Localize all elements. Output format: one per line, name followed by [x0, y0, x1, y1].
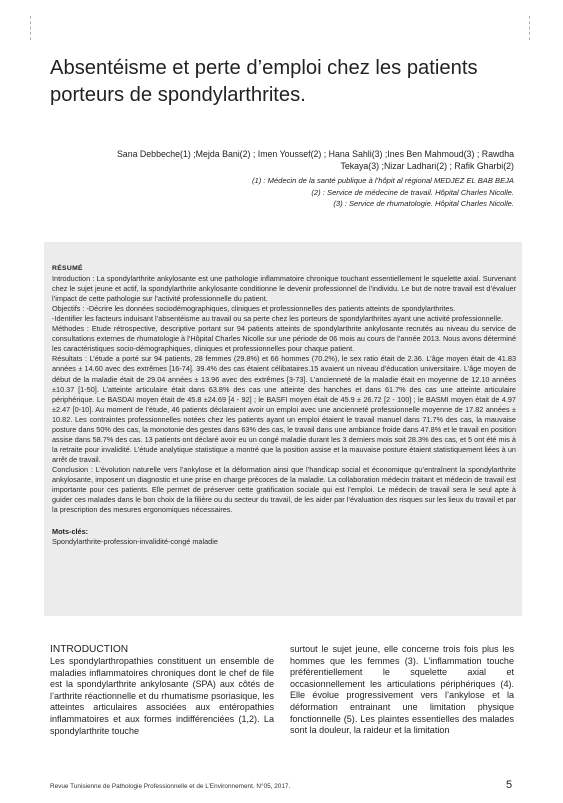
title-line-1: Absentéisme et perte d’emploi chez les patients: [50, 57, 478, 79]
abstract-heading: RÉSUMÉ: [52, 265, 83, 272]
article-title: [50, 55, 520, 109]
top-right-dashed-rule: [529, 16, 530, 40]
right-column-text: surtout le sujet jeune, elle concerne trois fois plus les hommes que les femmes (3). L’inflammation touche préférentiellement le squelette axial et occasionnellement les articulations périphériques (4). Elle évolue progressivement vers l’ankylose et la déformation entrainant une limitation physique fonctionnelle (5). Les plaintes essentielles des malades sont la douleur, la raideur et la limitation: [290, 644, 514, 736]
page-number: 5: [506, 779, 513, 791]
abstract-box: [44, 242, 522, 616]
top-left-dashed-rule: [30, 16, 31, 40]
author-list: [50, 148, 514, 172]
affiliation-3: (3) : Service de rhumatologie. Hôpital Charles Nicolle.: [333, 199, 514, 208]
keywords-heading: Mots-clés:: [52, 527, 89, 537]
right-column: [290, 644, 514, 737]
abstract-objectives: Objectifs : -Décrire les données sociodémographiques, cliniques et professionnelles des patients atteints de spondylarthrites.: [52, 304, 456, 314]
introduction-heading: INTRODUCTION: [50, 644, 129, 655]
abstract-text: [52, 274, 516, 515]
abstract-conclusion: Conclusion : L’évolution naturelle vers l’ankylose et la déformation ainsi que l’handicap social et économique qu’entraînent la spondylarthrite ankylosante, imposent un diagnostic et une prise en charge précoces de la maladie. La collaboration médecin traitant et médecin de travail est importante pour ces patients. Elle permet de préserver cette gratification sociale qui est l’emploi. Le médecin de travail sera le seul apte à guider ces malades dans le bon choix de la filière ou du secteur du travail, de les aider par l’évaluation des risques sur les lieux du travail et par la prescription des mesures ergonomiques nécessaires.: [52, 464, 516, 515]
abstract-objectives-2: -Identifier les facteurs induisant l’absentéisme au travail ou sa perte chez les porteurs de spondylarthrites ayant une activité professionnelle.: [52, 314, 504, 324]
body-columns: [50, 644, 514, 737]
abstract-results: Résultats : L’étude a porté sur 94 patients, 28 femmes (29.8%) et 66 hommes (70.2%), le sex ratio était de 2.36. L’âge moyen était de 41.83 années ± 14.60 avec des extrêmes [16-74]. 39.4% des cas étaient célibataires.15 avaient un niveau d’éducation universitaire. L’âge moyen de début de la maladie était de 29.04 années ± 13.96 avec des extrêmes [3-73]. L’ancienneté de la maladie était en moyenne de 12.10 années ±10.37 [1-50]. L’atteinte articulaire était dans 63.8% des cas une atteinte des hanches et dans 61.7% des cas une atteinte articulaire périphérique. Le BASDAI moyen était de 45.8 ±24.69 [4 - 92] ; le BASFI moyen était de 45.9 ± 26.72 [2 - 100] ; le BASMI moyen était de 4.97 ±2.47 [0-10]. Au moment de l’étude, 46 patients déclaraient avoir un emploi avec une ancienneté professionnelle moyenne de 17.82 années ± 10.82. Les contraintes professionnelles notées chez les patients ayant un emploi étaient le travail manuel dans 71.7% des cas, la mauvaise posture dans 50% des cas, la monotonie des gestes dans 63% des cas, le travail dans une ambiance froide dans 47.8% et le travail en position assise dans 58.7% des cas. 13 patients ont déclaré avoir eu un congé maladie durant les 3 derniers mois soit 28.3% des cas, et 5 ont été mis à la retraite pour invalidité. L’étude analytique statistique a montré que la position assise et la mauvaise posture étaient statistiquement liées à un arrêt de travail.: [52, 354, 516, 464]
journal-footer: Revue Tunisienne de Pathologie Professionnelle et de L’Environnement. N°05, 2017.: [50, 783, 291, 790]
abstract-methods: Méthodes : Etude rétrospective, descriptive portant sur 94 patients atteints de spondylarthrite ankylosante recrutés au niveau du service de consultations externes de rhumatologie à l’Hôpital Charles Nicolle sur une période de 06 mois au cours de l’année 2013. Nous avons déterminé les caractéristiques socio-démographiques, cliniques et professionnelles pour chaque patient.: [52, 324, 516, 354]
affiliation-2: (2) : Service de médecine de travail. Hôpital Charles Nicolle.: [311, 187, 514, 197]
authors-line-1: Sana Debbeche(1) ;Mejda Bani(2) ; Imen Youssef(2) ; Hana Sahli(3) ;Ines Ben Mahmoud(3) ; Rawdha: [116, 149, 514, 159]
keywords-text: Spondylarthrite-profession-invalidité-congé maladie: [52, 537, 218, 547]
affiliations: [50, 175, 514, 210]
left-column: [50, 644, 274, 737]
abstract-content: [52, 264, 516, 547]
left-column-text: Les spondylarthropathies constituent un ensemble de maladies inflammatoires chroniques dont le chef de file est la spondylarthrite ankylosante (SPA) aux côtés de l’arthrite réactionnelle et du rhumatisme psoriasique, les atteintes articulaires associées aux entéropathies inflammatoires et aux formes indifférenciées (1,2). La spondylarthrite touche: [50, 656, 274, 736]
affiliation-1: (1) : Médecin de la santé publique à l’hôpit al régional MEDJEZ EL BAB BEJA: [252, 176, 514, 185]
authors-line-2: Tekaya(3) ;Nizar Ladhari(2) ; Rafik Gharbi(2): [340, 161, 514, 171]
title-line-2: porteurs de spondylarthrites.: [50, 84, 306, 106]
abstract-introduction: Introduction : La spondylarthrite ankylosante est une pathologie inflammatoire chronique touchant essentiellement le squelette axial. Survenant chez le sujet jeune et actif, la spondylarthrite ankylosante conditionne le devenir professionnel de l’individu. Le but de notre travail est d’évaluer l’impact de cette pathologie sur l’activité professionnelle du patient.: [52, 274, 516, 304]
